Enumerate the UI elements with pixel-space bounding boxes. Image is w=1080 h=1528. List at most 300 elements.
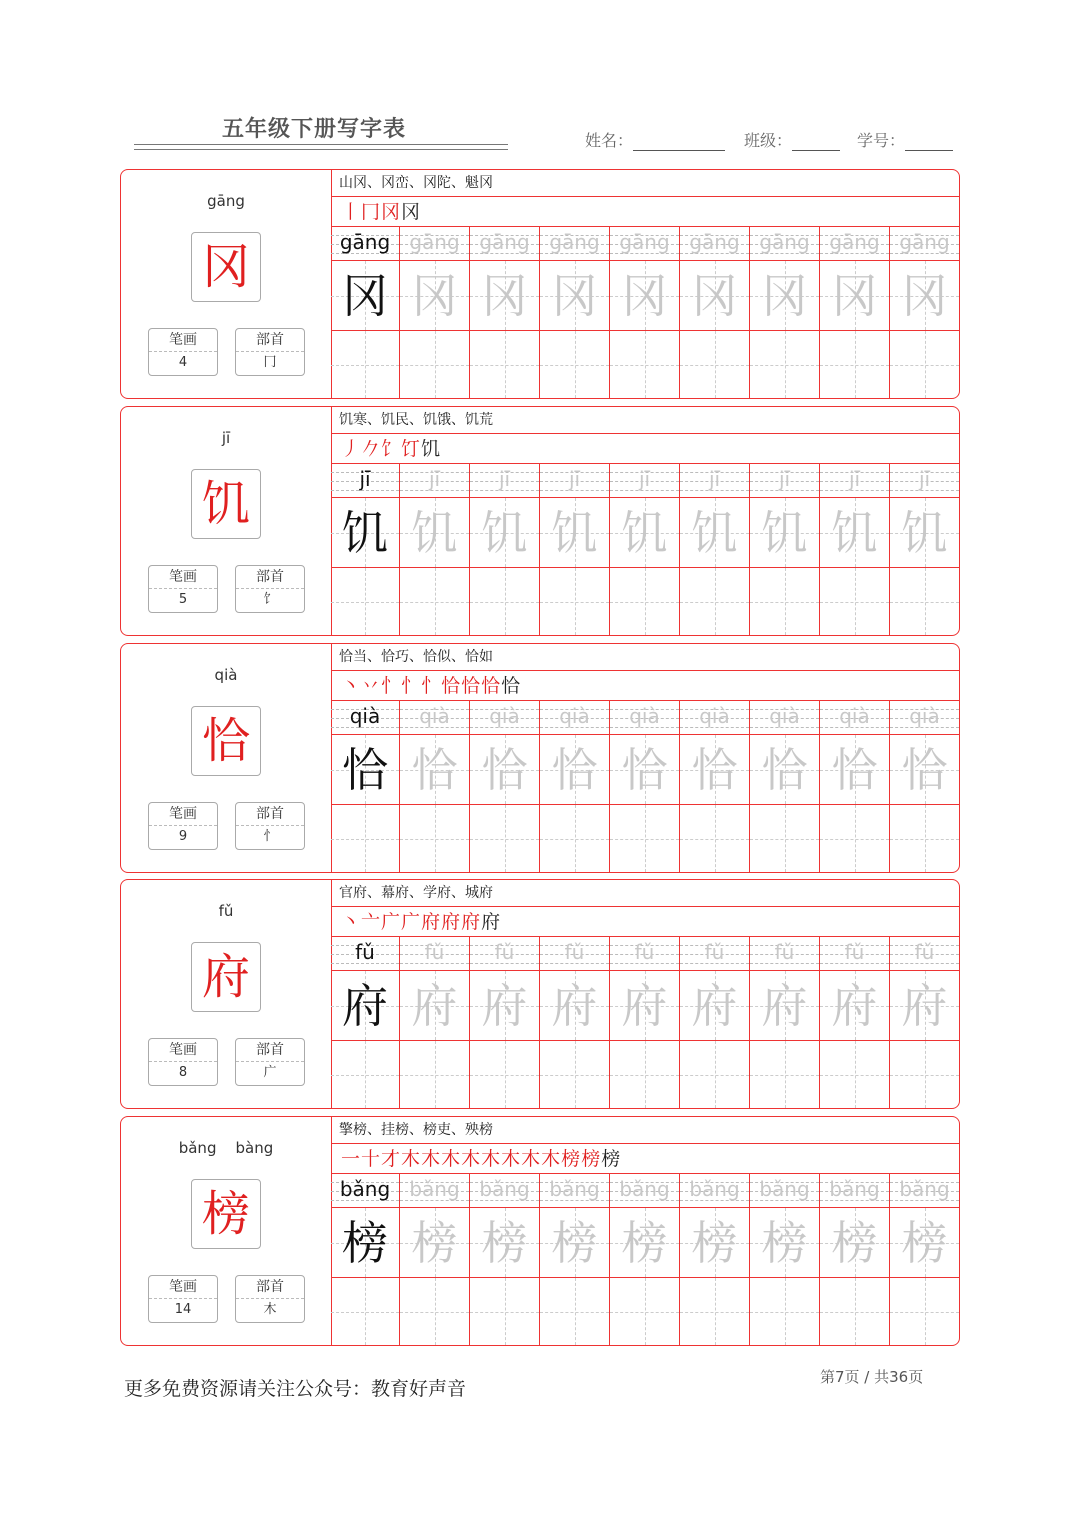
blank-practice-cell[interactable] (680, 1041, 750, 1108)
blank-practice-cell[interactable] (750, 1041, 820, 1108)
stroke-order-row (331, 1144, 959, 1174)
radical-value: 忄 (263, 829, 277, 844)
pinyin-cell[interactable] (610, 701, 680, 735)
character-trace: 饥 (481, 506, 528, 560)
pinyin-trace: bǎng (479, 1177, 530, 1201)
character-cell[interactable] (680, 735, 750, 805)
pinyin-cell[interactable] (470, 464, 540, 498)
character-cell[interactable] (470, 735, 540, 805)
character-trace: 恰 (621, 743, 668, 797)
character-cell[interactable] (331, 1208, 400, 1278)
pinyin-trace: gāng (549, 230, 600, 254)
pinyin-cell[interactable] (890, 937, 959, 971)
pinyin-trace: qià (419, 704, 450, 728)
pinyin-trace: qià (489, 704, 520, 728)
pinyin-cell[interactable] (331, 937, 400, 971)
stroke-step: 广 (401, 911, 421, 933)
character-cell[interactable] (331, 735, 400, 805)
pinyin-trace: fǔ (914, 940, 935, 964)
card-pinyin: jī (221, 429, 231, 447)
stroke-step: 丿 (341, 438, 361, 460)
stroke-step: 木 (421, 1148, 441, 1170)
pinyin-trace: qià (699, 704, 730, 728)
character-cell[interactable] (331, 261, 400, 331)
pinyin-trace: jī (918, 467, 931, 491)
stroke-step: 丨 (341, 201, 361, 223)
character-cell[interactable] (890, 498, 959, 568)
title-underline (134, 144, 508, 145)
blank-practice-cell[interactable] (400, 1278, 470, 1345)
pinyin-cell[interactable] (890, 1174, 959, 1208)
character-trace: 饥 (831, 506, 878, 560)
pinyin-trace: bǎng (759, 1177, 810, 1201)
character-cell[interactable] (750, 498, 820, 568)
page-number: 第7页 / 共36页 (820, 1368, 924, 1386)
character-cell[interactable] (540, 261, 610, 331)
blank-practice-cell[interactable] (400, 331, 470, 398)
blank-practice-cell[interactable] (470, 568, 540, 635)
blank-practice-cell[interactable] (331, 1041, 400, 1108)
character-trace: 榜 (621, 1216, 668, 1270)
stroke-step: 木 (501, 1148, 521, 1170)
card-practice-panel (331, 170, 959, 398)
word-examples: 擎榜、挂榜、榜吏、殃榜 (331, 1117, 959, 1144)
character-cell[interactable] (400, 971, 470, 1041)
blank-practice-cell[interactable] (750, 331, 820, 398)
character-cell[interactable] (540, 735, 610, 805)
number-label: 学号： (857, 131, 906, 150)
character-cell[interactable] (750, 1208, 820, 1278)
pinyin-trace: qià (839, 704, 870, 728)
character-trace: 恰 (691, 743, 738, 797)
blank-practice-cell[interactable] (820, 805, 890, 872)
character-cell[interactable] (470, 261, 540, 331)
stroke-count-box (148, 802, 218, 850)
character-cell[interactable] (400, 261, 470, 331)
card-character: 冈 (191, 232, 261, 302)
character-trace: 冈 (761, 269, 808, 323)
blank-practice-cell[interactable] (820, 1278, 890, 1345)
stroke-step: 𠂊 (361, 438, 381, 460)
blank-practice-cell[interactable] (331, 1278, 400, 1345)
card-info-panel (121, 644, 332, 872)
pinyin-trace: fǔ (844, 940, 865, 964)
pinyin-cell[interactable] (400, 1174, 470, 1208)
character-cell[interactable] (820, 1208, 890, 1278)
character-cell[interactable] (400, 735, 470, 805)
radical-label: 部首 (236, 329, 304, 352)
character-cell[interactable] (400, 498, 470, 568)
blank-practice-cell[interactable] (331, 568, 400, 635)
pinyin-cell[interactable] (470, 937, 540, 971)
pinyin-trace: fǔ (494, 940, 515, 964)
character-cell[interactable] (750, 735, 820, 805)
character-cell[interactable] (890, 1208, 959, 1278)
radical-value: 饣 (263, 592, 277, 607)
blank-practice-cell[interactable] (890, 805, 959, 872)
pinyin-trace: bǎng (339, 1177, 391, 1201)
character-cell[interactable] (470, 1208, 540, 1278)
character-cell[interactable] (331, 498, 400, 568)
pinyin-trace: gāng (689, 230, 740, 254)
practice-grid (331, 464, 959, 635)
radical-label: 部首 (236, 1039, 304, 1062)
pinyin-cell[interactable] (750, 701, 820, 735)
character-trace: 榜 (901, 1216, 948, 1270)
blank-practice-cell[interactable] (680, 568, 750, 635)
stroke-step: 恰 (461, 675, 481, 697)
blank-practice-cell[interactable] (400, 568, 470, 635)
character-trace: 府 (831, 979, 878, 1033)
pinyin-cell[interactable] (331, 227, 400, 261)
character-cell[interactable] (610, 498, 680, 568)
pinyin-cell[interactable] (680, 937, 750, 971)
stroke-step: 榜 (601, 1148, 621, 1170)
pinyin-cell[interactable] (890, 227, 959, 261)
blank-practice-cell[interactable] (400, 805, 470, 872)
character-cell[interactable] (470, 498, 540, 568)
pinyin-cell[interactable] (610, 1174, 680, 1208)
blank-practice-cell[interactable] (470, 1278, 540, 1345)
character-trace: 恰 (901, 743, 948, 797)
blank-practice-cell[interactable] (820, 568, 890, 635)
blank-practice-cell[interactable] (890, 331, 959, 398)
character-trace: 府 (761, 979, 808, 1033)
stroke-step: 冂 (361, 201, 381, 223)
blank-practice-cell[interactable] (331, 331, 400, 398)
character-cell[interactable] (820, 971, 890, 1041)
blank-practice-cell[interactable] (470, 805, 540, 872)
pinyin-cell[interactable] (400, 464, 470, 498)
radical-box (235, 802, 305, 850)
character-trace: 饥 (411, 506, 458, 560)
pinyin-cell[interactable] (331, 701, 400, 735)
card-practice-panel (331, 880, 959, 1108)
stroke-step: 木 (541, 1148, 561, 1170)
character-trace: 榜 (761, 1216, 808, 1270)
pinyin-cell[interactable] (890, 701, 959, 735)
pinyin-trace: jī (568, 467, 581, 491)
character-trace: 府 (551, 979, 598, 1033)
radical-value: 广 (263, 1065, 277, 1080)
pinyin-trace: bǎng (829, 1177, 880, 1201)
character-trace: 饥 (551, 506, 598, 560)
blank-practice-cell[interactable] (750, 568, 820, 635)
character-cell[interactable] (331, 971, 400, 1041)
stroke-step: 榜 (561, 1148, 581, 1170)
pinyin-trace: gāng (899, 230, 950, 254)
character-cell[interactable] (610, 971, 680, 1041)
character-cell[interactable] (400, 1208, 470, 1278)
stroke-step: 木 (401, 1148, 421, 1170)
blank-practice-cell[interactable] (750, 805, 820, 872)
pinyin-cell[interactable] (750, 937, 820, 971)
radical-box (235, 1275, 305, 1323)
stroke-step: 忄 (421, 675, 441, 697)
character-cell[interactable] (610, 1208, 680, 1278)
practice-grid (331, 701, 959, 872)
pinyin-cell[interactable] (400, 227, 470, 261)
stroke-count-label: 笔画 (149, 803, 217, 826)
blank-practice-cell[interactable] (680, 331, 750, 398)
character-trace: 榜 (481, 1216, 528, 1270)
character-cell[interactable] (680, 261, 750, 331)
pinyin-trace: bǎng (899, 1177, 950, 1201)
blank-practice-cell[interactable] (610, 1278, 680, 1345)
pinyin-trace: fǔ (634, 940, 655, 964)
pinyin-cell[interactable] (470, 1174, 540, 1208)
character-cell[interactable] (680, 498, 750, 568)
card-character: 榜 (191, 1179, 261, 1249)
blank-practice-cell[interactable] (540, 1041, 610, 1108)
character-cell[interactable] (610, 261, 680, 331)
pinyin-trace: qià (909, 704, 940, 728)
blank-practice-cell[interactable] (540, 568, 610, 635)
character-trace: 府 (621, 979, 668, 1033)
character-cell[interactable] (820, 498, 890, 568)
character-trace: 恰 (551, 743, 598, 797)
pinyin-cell[interactable] (610, 464, 680, 498)
stroke-step: 饥 (421, 438, 441, 460)
pinyin-cell[interactable] (610, 937, 680, 971)
character-cell[interactable] (820, 735, 890, 805)
pinyin-cell[interactable] (890, 464, 959, 498)
stroke-step: 府 (481, 911, 501, 933)
pinyin-trace: qià (349, 704, 381, 728)
character-cell[interactable] (540, 971, 610, 1041)
stroke-step: 恰 (501, 675, 521, 697)
blank-practice-cell[interactable] (890, 568, 959, 635)
pinyin-cell[interactable] (470, 701, 540, 735)
pinyin-cell[interactable] (400, 937, 470, 971)
character-trace: 府 (691, 979, 738, 1033)
blank-practice-cell[interactable] (890, 1041, 959, 1108)
class-label: 班级： (744, 131, 793, 150)
stroke-step: 丶 (341, 675, 361, 697)
character-cell[interactable] (820, 261, 890, 331)
pinyin-trace: bǎng (549, 1177, 600, 1201)
blank-practice-cell[interactable] (400, 1041, 470, 1108)
character-trace: 冈 (551, 269, 598, 323)
stroke-step: 木 (521, 1148, 541, 1170)
stroke-step: 饤 (401, 438, 421, 460)
character-trace: 冈 (831, 269, 878, 323)
stroke-step: 府 (421, 911, 441, 933)
pinyin-cell[interactable] (540, 1174, 610, 1208)
pinyin-cell[interactable] (331, 1174, 400, 1208)
pinyin-cell[interactable] (820, 227, 890, 261)
stroke-count-value: 5 (178, 592, 188, 607)
blank-practice-cell[interactable] (470, 331, 540, 398)
title-underline-2 (134, 149, 508, 150)
character-trace: 府 (481, 979, 528, 1033)
character-trace: 饥 (691, 506, 738, 560)
character-cell[interactable] (750, 261, 820, 331)
card-character: 恰 (191, 706, 261, 776)
stroke-count-label: 笔画 (149, 1276, 217, 1299)
character-trace: 恰 (411, 743, 458, 797)
blank-practice-cell[interactable] (890, 1278, 959, 1345)
card-info-panel (121, 170, 332, 398)
stroke-step: 榜 (581, 1148, 601, 1170)
word-examples: 官府、幕府、学府、城府 (331, 880, 959, 907)
name-label: 姓名： (585, 131, 634, 150)
pinyin-trace: fǔ (704, 940, 725, 964)
character-cell[interactable] (470, 971, 540, 1041)
number-blank[interactable] (905, 134, 953, 151)
practice-grid (331, 227, 959, 398)
character-trace: 冈 (481, 269, 528, 323)
pinyin-trace: gāng (759, 230, 810, 254)
stroke-count-box (148, 1275, 218, 1323)
card-pinyin: qià (214, 666, 238, 684)
character-card (120, 169, 960, 399)
stroke-step: 冈 (401, 201, 421, 223)
radical-box (235, 1038, 305, 1086)
character-trace: 饥 (761, 506, 808, 560)
character-cell[interactable] (680, 1208, 750, 1278)
stroke-count-label: 笔画 (149, 566, 217, 589)
radical-box (235, 565, 305, 613)
character-trace: 饥 (901, 506, 948, 560)
pinyin-cell[interactable] (750, 464, 820, 498)
character-cell[interactable] (890, 735, 959, 805)
pinyin-trace: jī (708, 467, 721, 491)
character-cell[interactable] (890, 971, 959, 1041)
stroke-step: 恰 (441, 675, 461, 697)
stroke-count-box (148, 565, 218, 613)
stroke-count-label: 笔画 (149, 329, 217, 352)
radical-label: 部首 (236, 1276, 304, 1299)
pinyin-cell[interactable] (610, 227, 680, 261)
stroke-step: 恰 (481, 675, 501, 697)
card-info-panel (121, 407, 332, 635)
pinyin-cell[interactable] (820, 1174, 890, 1208)
character-card (120, 879, 960, 1109)
card-character: 饥 (191, 469, 261, 539)
character-trace: 冈 (901, 269, 948, 323)
stroke-step: 木 (461, 1148, 481, 1170)
blank-practice-cell[interactable] (610, 331, 680, 398)
name-field[interactable] (585, 128, 725, 151)
pinyin-trace: gāng (339, 230, 391, 254)
character-cell[interactable] (540, 1208, 610, 1278)
pinyin-trace: qià (559, 704, 590, 728)
character-trace: 榜 (411, 1216, 458, 1270)
pinyin-cell[interactable] (750, 227, 820, 261)
word-examples: 山冈、冈峦、冈陀、魁冈 (331, 170, 959, 197)
card-practice-panel (331, 644, 959, 872)
character-cell[interactable] (540, 498, 610, 568)
stroke-step: 忄 (401, 675, 421, 697)
pinyin-trace: bǎng (619, 1177, 670, 1201)
pinyin-cell[interactable] (540, 937, 610, 971)
character-trace: 府 (411, 979, 458, 1033)
stroke-step: 木 (441, 1148, 461, 1170)
stroke-count-box (148, 1038, 218, 1086)
pinyin-cell[interactable] (820, 701, 890, 735)
blank-practice-cell[interactable] (610, 805, 680, 872)
pinyin-cell[interactable] (680, 227, 750, 261)
stroke-order-row (331, 197, 959, 227)
pinyin-cell[interactable] (680, 701, 750, 735)
card-practice-panel (331, 1117, 959, 1345)
character-cell[interactable] (750, 971, 820, 1041)
class-field[interactable] (744, 128, 840, 151)
number-field[interactable] (857, 128, 953, 151)
pinyin-cell[interactable] (680, 464, 750, 498)
pinyin-trace: jī (359, 467, 371, 491)
pinyin-trace: qià (769, 704, 800, 728)
pinyin-cell[interactable] (820, 937, 890, 971)
character-card (120, 1116, 960, 1346)
pinyin-cell[interactable] (750, 1174, 820, 1208)
character-cell[interactable] (890, 261, 959, 331)
stroke-step: 丶 (341, 911, 361, 933)
class-blank[interactable] (792, 134, 840, 151)
character-trace: 榜 (551, 1216, 598, 1270)
pinyin-trace: fǔ (424, 940, 445, 964)
blank-practice-cell[interactable] (750, 1278, 820, 1345)
footer-promo: 更多免费资源请关注公众号：教育好声音 (124, 1378, 467, 1400)
pinyin-trace: fǔ (774, 940, 795, 964)
pinyin-cell[interactable] (540, 464, 610, 498)
character-cell[interactable] (610, 735, 680, 805)
blank-practice-cell[interactable] (820, 1041, 890, 1108)
radical-label: 部首 (236, 566, 304, 589)
pinyin-cell[interactable] (470, 227, 540, 261)
blank-practice-cell[interactable] (470, 1041, 540, 1108)
pinyin-cell[interactable] (540, 701, 610, 735)
pinyin-trace: gāng (829, 230, 880, 254)
card-pinyin: fǔ (218, 902, 234, 920)
word-examples: 饥寒、饥民、饥饿、饥荒 (331, 407, 959, 434)
character-cell[interactable] (680, 971, 750, 1041)
character-trace: 榜 (691, 1216, 738, 1270)
blank-practice-cell[interactable] (610, 568, 680, 635)
blank-practice-cell[interactable] (540, 331, 610, 398)
blank-practice-cell[interactable] (680, 805, 750, 872)
pinyin-trace: gāng (619, 230, 670, 254)
blank-practice-cell[interactable] (331, 805, 400, 872)
stroke-count-value: 9 (178, 829, 188, 844)
blank-practice-cell[interactable] (680, 1278, 750, 1345)
stroke-step: 丷 (361, 675, 381, 697)
stroke-step: 亠 (361, 911, 381, 933)
pinyin-cell[interactable] (820, 464, 890, 498)
stroke-step: 府 (461, 911, 481, 933)
character-trace: 饥 (621, 506, 668, 560)
pinyin-cell[interactable] (680, 1174, 750, 1208)
pinyin-cell[interactable] (540, 227, 610, 261)
stroke-order-row (331, 671, 959, 701)
pinyin-trace: jī (428, 467, 441, 491)
card-practice-panel (331, 407, 959, 635)
character-trace: 榜 (342, 1216, 388, 1270)
name-blank[interactable] (633, 134, 725, 151)
blank-practice-cell[interactable] (610, 1041, 680, 1108)
pinyin-cell[interactable] (400, 701, 470, 735)
pinyin-cell[interactable] (331, 464, 400, 498)
stroke-step: 木 (481, 1148, 501, 1170)
stroke-step: 广 (381, 911, 401, 933)
blank-practice-cell[interactable] (820, 331, 890, 398)
blank-practice-cell[interactable] (540, 1278, 610, 1345)
blank-practice-cell[interactable] (540, 805, 610, 872)
character-trace: 恰 (831, 743, 878, 797)
character-trace: 府 (342, 979, 388, 1033)
pinyin-trace: jī (778, 467, 791, 491)
